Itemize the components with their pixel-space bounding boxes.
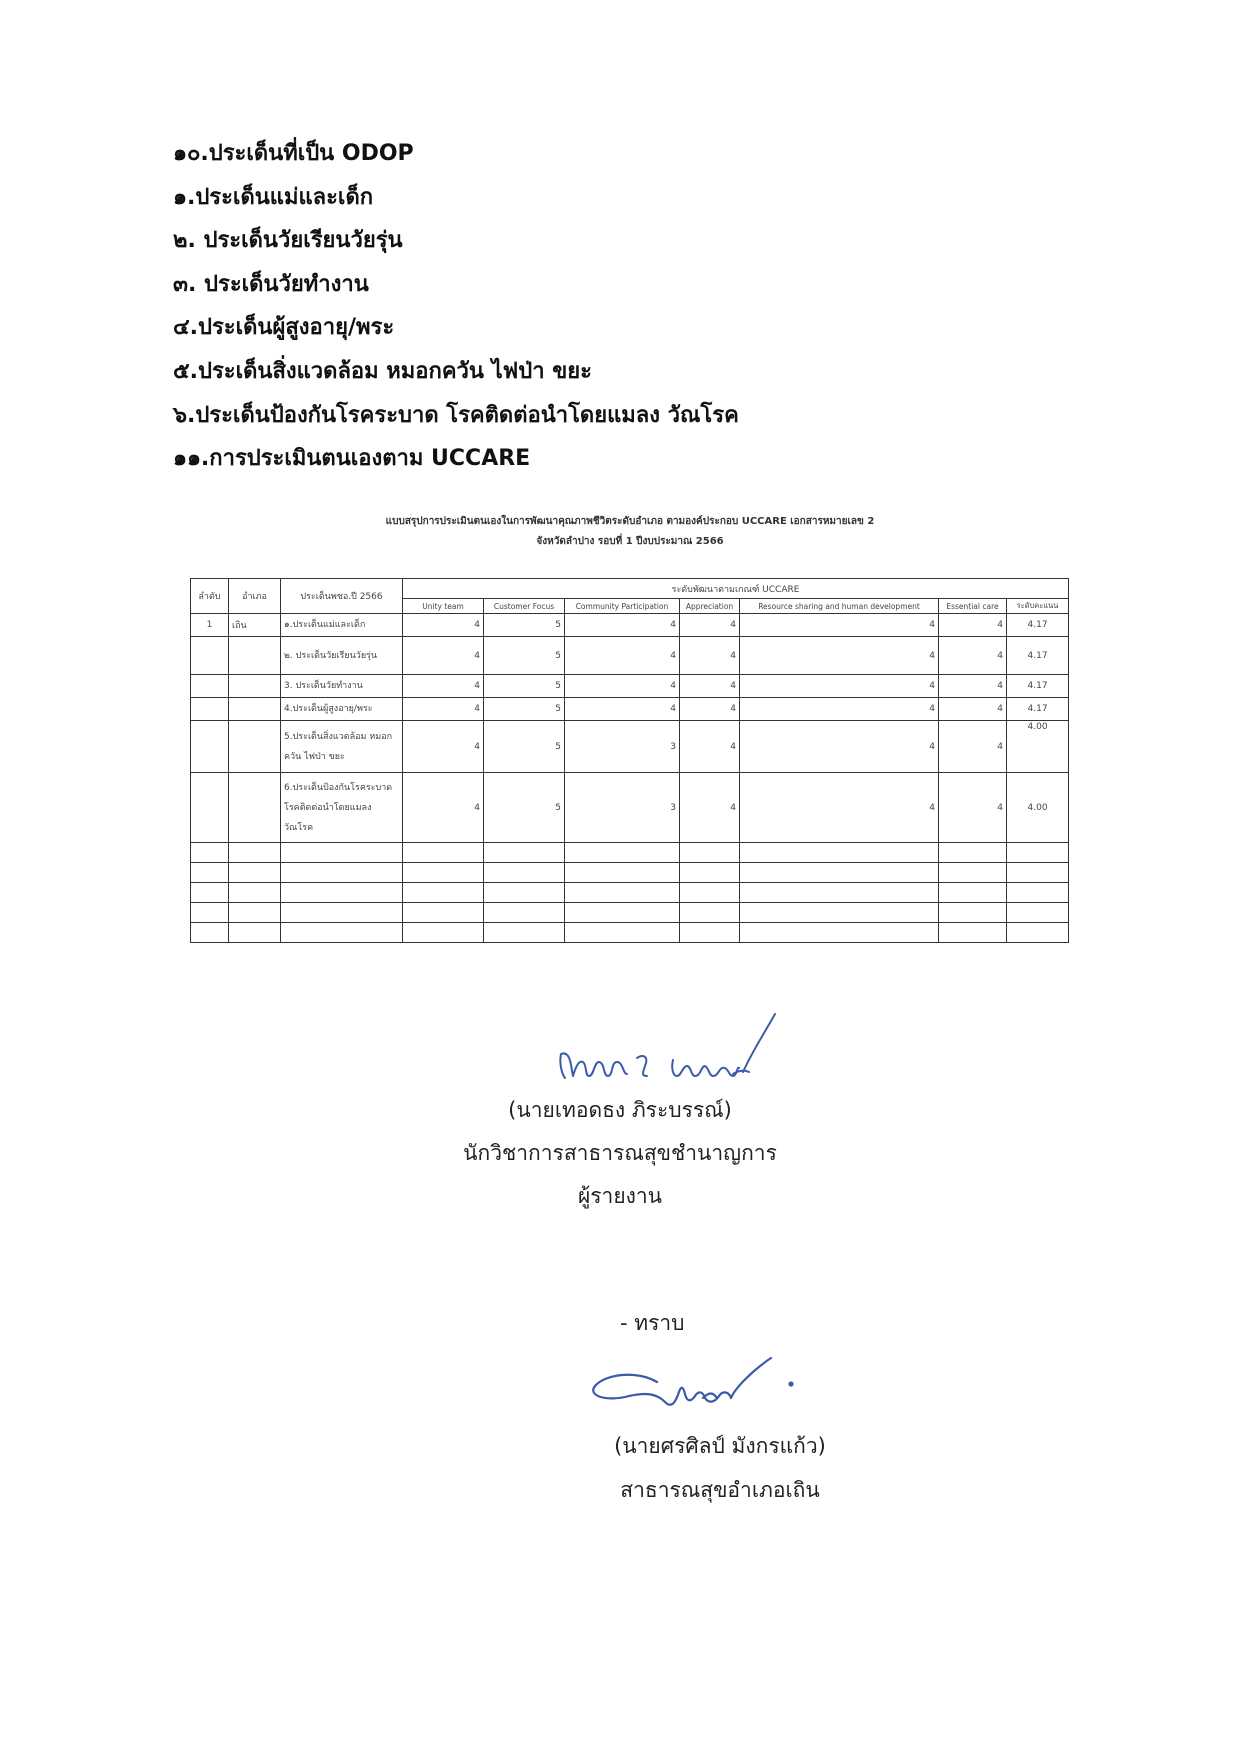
cell-average: 4.17: [1007, 637, 1069, 675]
cell-essential: 4: [939, 637, 1007, 675]
cell-issue: ๑.ประเด็นแม่และเด็ก: [281, 614, 403, 637]
reporter-role: ผู้รายงาน: [577, 1184, 663, 1208]
cell-unity: 4: [403, 675, 484, 698]
reporter-position: นักวิชาการสาธารณสุขชำนาญการ: [463, 1141, 777, 1165]
cell-essential: 4: [939, 614, 1007, 637]
empty-row: [191, 903, 1069, 923]
issue-item: ๖.ประเด็นป้องกันโรคระบาด โรคติดต่อนำโดยแมลง วัณโรค: [173, 402, 739, 428]
cell-community: 4: [565, 637, 680, 675]
cell-district: [229, 637, 281, 675]
cell-no: [191, 698, 229, 721]
cell-issue: 4.ประเด็นผู้สูงอายุ/พระ: [281, 698, 403, 721]
table-row: [191, 637, 1069, 675]
cell-no: [191, 721, 229, 773]
table-header-row: [191, 579, 1069, 599]
cell-community: 3: [565, 773, 680, 843]
approver-name: (นายศรศิลป์ มังกรแก้ว): [614, 1434, 826, 1458]
cell-essential: 4: [939, 721, 1007, 773]
table-row: [191, 721, 1069, 773]
cell-resource: 4: [740, 773, 939, 843]
header-no: ลำดับ: [191, 579, 229, 614]
issue-item: ๒. ประเด็นวัยเรียนวัยรุ่น: [173, 228, 403, 254]
uccare-table: [190, 578, 1069, 943]
cell-unity: 4: [403, 773, 484, 843]
reporter-name: (นายเทอดธง ภิระบรรณ์): [508, 1098, 732, 1122]
reporter-signature: [553, 1010, 793, 1090]
cell-resource: 4: [740, 698, 939, 721]
header-average: ระดับคะแนน: [1007, 599, 1069, 614]
header-appreciation: Appreciation: [680, 599, 740, 614]
cell-essential: 4: [939, 773, 1007, 843]
approver-position: สาธารณสุขอำเภอเถิน: [620, 1478, 820, 1502]
cell-appreciation: 4: [680, 698, 740, 721]
header-district: อำเภอ: [229, 579, 281, 614]
cell-unity: 4: [403, 698, 484, 721]
issue-list: [173, 132, 739, 481]
cell-customer: 5: [484, 698, 565, 721]
cell-no: [191, 773, 229, 843]
cell-no: [191, 675, 229, 698]
cell-customer: 5: [484, 675, 565, 698]
cell-issue: ๒. ประเด็นวัยเรียนวัยรุ่น: [281, 637, 403, 675]
cell-district: [229, 698, 281, 721]
cell-no: [191, 637, 229, 675]
cell-resource: 4: [740, 614, 939, 637]
cell-essential: 4: [939, 675, 1007, 698]
cell-community: 4: [565, 698, 680, 721]
issue-item: ๓. ประเด็นวัยทำงาน: [173, 271, 369, 297]
cell-resource: 4: [740, 721, 939, 773]
cell-issue: 6.ประเด็นป้องกันโรคระบาด โรคติดต่อนำโดยแมลง วัณโรค: [281, 773, 403, 843]
header-essential: Essential care: [939, 599, 1007, 614]
empty-row: [191, 843, 1069, 863]
cell-appreciation: 4: [680, 614, 740, 637]
issue-item: ๕.ประเด็นสิ่งแวดล้อม หมอกควัน ไฟป่า ขยะ: [173, 358, 592, 384]
cell-unity: 4: [403, 614, 484, 637]
empty-row: [191, 863, 1069, 883]
cell-customer: 5: [484, 637, 565, 675]
acknowledge-note: - ทราบ: [620, 1311, 685, 1335]
header-customer: Customer Focus: [484, 599, 565, 614]
cell-appreciation: 4: [680, 773, 740, 843]
cell-district: เถิน: [229, 614, 281, 637]
cell-resource: 4: [740, 637, 939, 675]
issue-item: ๑๐.ประเด็นที่เป็น ODOP: [173, 141, 414, 166]
cell-customer: 5: [484, 773, 565, 843]
cell-district: [229, 721, 281, 773]
cell-community: 4: [565, 675, 680, 698]
cell-no: 1: [191, 614, 229, 637]
table-row: [191, 675, 1069, 698]
cell-district: [229, 773, 281, 843]
cell-appreciation: 4: [680, 675, 740, 698]
approver-signature: [585, 1352, 805, 1422]
cell-customer: 5: [484, 614, 565, 637]
cell-appreciation: 4: [680, 721, 740, 773]
cell-community: 3: [565, 721, 680, 773]
cell-average: 4.17: [1007, 698, 1069, 721]
cell-issue: 3. ประเด็นวัยทำงาน: [281, 675, 403, 698]
header-community: Community Participation: [565, 599, 680, 614]
cell-customer: 5: [484, 721, 565, 773]
header-issue: ประเด็นพชอ.ปี 2566: [281, 579, 403, 614]
cell-resource: 4: [740, 675, 939, 698]
header-unity: Unity team: [403, 599, 484, 614]
cell-average: 4.00: [1007, 773, 1069, 843]
cell-district: [229, 675, 281, 698]
cell-appreciation: 4: [680, 637, 740, 675]
issue-item: ๔.ประเด็นผู้สูงอายุ/พระ: [173, 315, 395, 341]
empty-row: [191, 923, 1069, 943]
cell-average: 4.17: [1007, 675, 1069, 698]
cell-issue: 5.ประเด็นสิ่งแวดล้อม หมอกควัน ไฟป่า ขยะ: [281, 721, 403, 773]
cell-average: 4.00: [1007, 721, 1069, 773]
empty-row: [191, 883, 1069, 903]
cell-unity: 4: [403, 721, 484, 773]
cell-average: 4.17: [1007, 614, 1069, 637]
issue-item: ๑.ประเด็นแม่และเด็ก: [173, 184, 374, 210]
header-uccare-group: ระดับพัฒนาตามเกณฑ์ UCCARE: [403, 579, 1069, 599]
form-title: แบบสรุปการประเมินตนเองในการพัฒนาคุณภาพชีวิตระดับอำเภอ ตามองค์ประกอบ UCCARE เอกสารหมายเลข 2: [385, 516, 875, 527]
table-row: [191, 698, 1069, 721]
issue-item: ๑๑.การประเมินตนเองตาม UCCARE: [173, 446, 531, 472]
cell-community: 4: [565, 614, 680, 637]
form-subtitle: จังหวัดลำปาง รอบที่ 1 ปีงบประมาณ 2566: [536, 536, 724, 547]
cell-unity: 4: [403, 637, 484, 675]
table-row: [191, 614, 1069, 637]
cell-essential: 4: [939, 698, 1007, 721]
header-resource: Resource sharing and human development: [740, 599, 939, 614]
table-row: [191, 773, 1069, 843]
